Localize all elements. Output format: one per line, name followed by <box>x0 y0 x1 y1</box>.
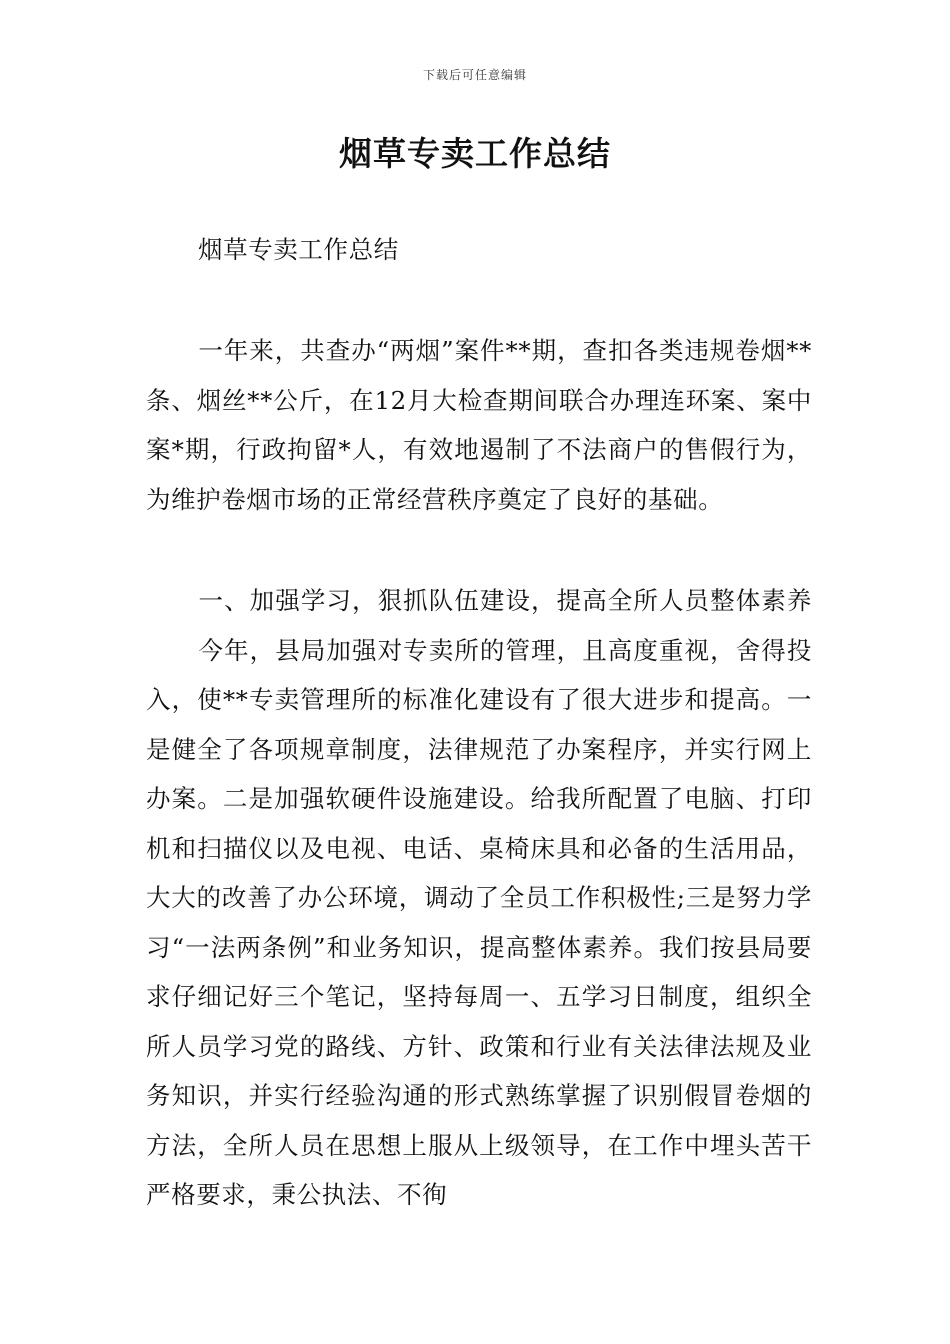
section-1-paragraph <box>146 576 812 1220</box>
section-1-heading: 一、加强学习，狠抓队伍建设，提高全所人员整体素养 <box>198 586 812 615</box>
intro-text: 一年来，共查办“两烟”案件**期，查扣各类违规卷烟**条、烟丝**公斤，在12月大检查期间联合办理连环案、案中案*期，行政拘留*人，有效地遏制了不法商户的售假行为，为维护卷烟市场的正常经营秩序奠定了良好的基础。 <box>146 336 812 514</box>
intro-paragraph <box>146 326 812 524</box>
subtitle-text: 烟草专卖工作总结 <box>198 235 399 264</box>
document-title: 烟草专卖工作总结 <box>339 134 611 173</box>
header-note: 下载后可任意编辑 <box>422 68 527 82</box>
section-1-text: 今年，县局加强对专卖所的管理，且高度重视，舍得投入，使**专卖管理所的标准化建设有了很大进步和提高。一是健全了各项规章制度，法律规范了办案程序，并实行网上办案。二是加强软硬件设施建设。给我所配置了电脑、打印机和扫描仪以及电视、电话、桌椅床具和必备的生活用品，大大的改善了办公环境，调动了全员工作积极性;三是努力学习“一法两条例”和业务知识，提高整体素养。我们按县局要求仔细记好三个笔记，坚持每周一、五学习日制度，组织全所人员学习党的路线、方针、政策和行业有关法律法规及业务知识，并实行经验沟通的形式熟练掌握了识别假冒卷烟的方法，全所人员在思想上服从上级领导，在工作中埋头苦干严格要求，秉公执法、不徇 <box>146 635 812 1209</box>
subtitle-paragraph <box>146 225 812 275</box>
